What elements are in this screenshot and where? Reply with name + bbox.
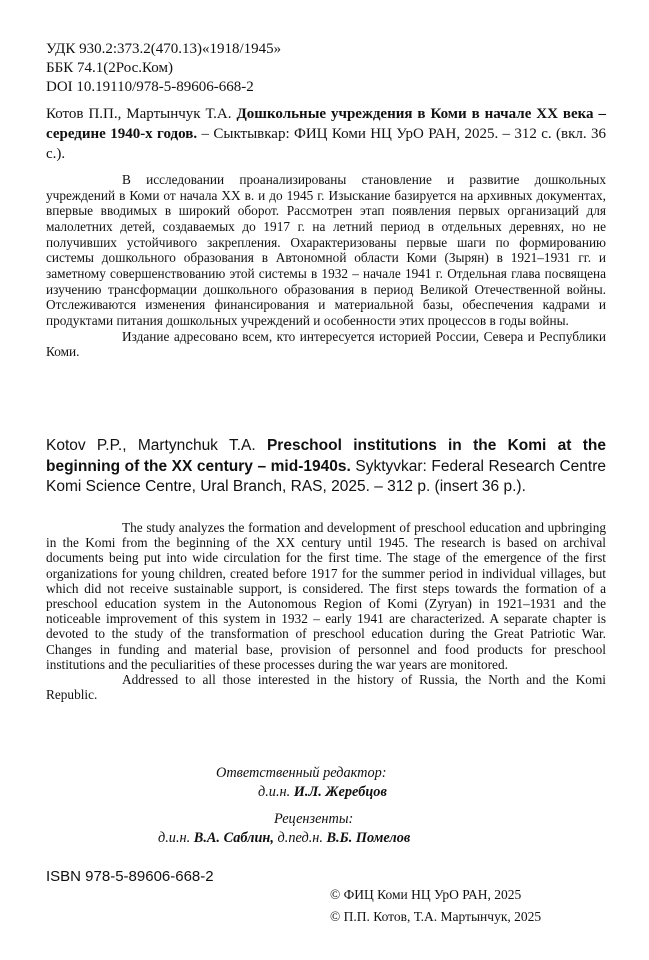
isbn: ISBN 978-5-89606-668-2	[46, 868, 214, 885]
editor-line	[258, 783, 387, 802]
en-abstract	[46, 520, 606, 702]
ru-abstract	[46, 172, 606, 360]
ru-abstract-paragraph: В исследовании проанализированы становление и развитие дошкольных учреждений в Коми от начала XX в. и до 1945 г. Изыскание базируется на архивных документах, впервые вводимых в широкий оборот. Рассмотрен этап появления первых организаций для малолетних детей, создаваемых до 1917 г. на летний период в отдельных деревнях, но не получивших устойчивого закрепления. Охарактеризованы первые шаги по формированию системы дошкольного образования в Автономной области Коми (Зырян) в 1921–1931 гг. и заметному совершенствованию этой системы в 1932 – начале 1941 г. Отдельная глава посвящена изучению трансформации дошкольного образования в период Великой Отечественной войны. Отслеживаются изменения финансирования и материальной базы, обеспечения кадрами и продуктами питания дошкольных учреждений и особенности этих процессов в годы войны.	[46, 172, 606, 328]
reviewers-label: Рецензенты:	[274, 811, 354, 827]
ru-citation	[46, 104, 606, 164]
copyright-authors: © П.П. Котов, Т.А. Мартынчук, 2025	[330, 909, 542, 924]
en-citation	[46, 436, 606, 498]
editor-label: Ответственный редактор:	[216, 765, 387, 781]
editor-degree: д.и.н.	[258, 784, 291, 800]
en-details: Syktyvkar: Federal Research Centre Komi Science Centre, Ural Branch, RAS, 2025. – 312 p. (insert 36 p.).	[46, 457, 606, 495]
en-authors: Kotov P.P., Martynchuk T.A.	[46, 437, 256, 454]
en-abstract-paragraph: The study analyzes the formation and development of preschool education and upbringing in the Komi from the beginning of the XX century until 1945. The research is based on archival documents being put into wide circulation for the first time. The stage of the emergence of the first organizations for young children, created before 1917 for the summer period in individual villages, but which did not receive sustainable support, is considered. The first steps towards the formation of a preschool education system in the Autonomous Region of Komi (Zyryan) in 1921–1931 and the noticeable improvement of this system in 1932 – early 1941 are characterized. A separate chapter is devoted to the study of the transformation of preschool education during the Great Patriotic War. Changes in funding and material base, provision of personnel and food products for preschool institutions and the peculiarities of these processes during the war years are monitored.	[46, 520, 606, 672]
reviewer1-name: В.А. Саблин,	[193, 830, 274, 846]
copyright-block	[330, 884, 620, 928]
reviewer1-degree: д.и.н.	[158, 830, 191, 846]
en-audience-paragraph: Addressed to all those interested in the history of Russia, the North and the Komi Republic.	[46, 672, 606, 703]
reviewer2-name: В.Б. Помелов	[326, 830, 411, 846]
editor-name: И.Л. Жеребцов	[293, 784, 387, 800]
reviewer2-degree: д.пед.н.	[277, 830, 323, 846]
udc-code: УДК 930.2:373.2(470.13)«1918/1945»	[46, 41, 282, 57]
en-title: Preschool institutions in the Komi at the beginning of the XX century – mid-1940s.	[46, 437, 606, 475]
copyright-institution: © ФИЦ Коми НЦ УрО РАН, 2025	[330, 887, 522, 902]
ru-authors: Котов П.П., Мартынчук Т.А.	[46, 106, 232, 122]
ru-details: – Сыктывкар: ФИЦ Коми НЦ УрО РАН, 2025. – 312 с. (вкл. 36 с.).	[46, 126, 607, 162]
ru-title: Дошкольные учреждения в Коми в начале XX века – середине 1940-х годов.	[46, 106, 607, 142]
doi-code: DOI 10.19110/978-5-89606-668-2	[46, 79, 254, 95]
classification-block	[46, 40, 606, 97]
reviewers-line	[158, 829, 410, 848]
ru-audience-paragraph: Издание адресовано всем, кто интересуется историей России, Севера и Республики Коми.	[46, 328, 606, 360]
bbk-code: ББК 74.1(2Рос.Ком)	[46, 60, 173, 76]
